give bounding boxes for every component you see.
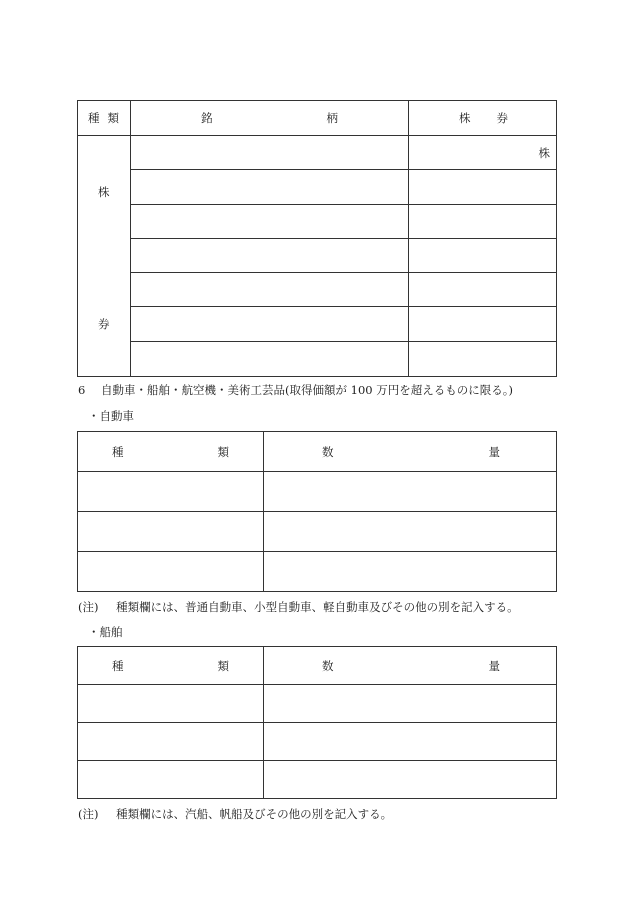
cars-subtitle: ・自動車	[88, 409, 134, 423]
cars-note-text: 種類欄には、普通自動車、小型自動車、軽自動車及びその他の別を記入する。	[116, 600, 519, 614]
car-quantity-cell[interactable]	[264, 552, 557, 592]
cars-header-row	[78, 432, 557, 472]
stock-name-cell[interactable]	[131, 170, 409, 204]
car-type-cell[interactable]	[78, 512, 264, 552]
cars-table	[77, 431, 557, 592]
stock-shares-cell[interactable]	[409, 273, 557, 307]
stock-name-cell[interactable]	[131, 238, 409, 272]
table-row	[78, 472, 557, 512]
stock-name-cell[interactable]	[131, 136, 409, 170]
car-quantity-cell[interactable]	[264, 472, 557, 512]
stock-shares-cell[interactable]	[409, 238, 557, 272]
ship-quantity-cell[interactable]	[264, 685, 557, 723]
stocks-header-row	[78, 101, 557, 136]
stocks-type-cell	[78, 136, 131, 377]
stock-shares-cell[interactable]	[409, 341, 557, 376]
cars-header-quantity: 数 量	[264, 432, 557, 472]
table-row	[78, 685, 557, 723]
ships-note	[78, 806, 392, 822]
stock-name-cell[interactable]	[131, 204, 409, 238]
ship-type-cell[interactable]	[78, 685, 264, 723]
ships-header-quantity: 数 量	[264, 647, 557, 685]
ship-quantity-cell[interactable]	[264, 723, 557, 761]
ships-table	[77, 646, 557, 799]
ship-type-cell[interactable]	[78, 761, 264, 799]
stocks-type-label-bottom: 券	[98, 317, 110, 331]
ships-note-text: 種類欄には、汽船、帆船及びその他の別を記入する。	[116, 807, 393, 821]
table-row	[78, 307, 557, 341]
table-row	[78, 761, 557, 799]
stock-shares-cell[interactable]	[409, 170, 557, 204]
table-row	[78, 273, 557, 307]
ships-header-type: 種 類	[78, 647, 264, 685]
stock-shares-unit: 株	[538, 145, 550, 160]
ships-subtitle: ・船舶	[88, 625, 123, 639]
table-row	[78, 238, 557, 272]
cars-note	[78, 599, 519, 615]
cars-header-type: 種 類	[78, 432, 264, 472]
car-quantity-cell[interactable]	[264, 512, 557, 552]
ships-header-row	[78, 647, 557, 685]
ship-type-cell[interactable]	[78, 723, 264, 761]
stock-name-cell[interactable]	[131, 341, 409, 376]
table-row	[78, 136, 557, 170]
table-row	[78, 341, 557, 376]
table-row	[78, 723, 557, 761]
table-row	[78, 170, 557, 204]
stock-shares-cell[interactable]	[409, 136, 557, 170]
table-row	[78, 512, 557, 552]
stocks-table	[77, 100, 557, 377]
ships-note-label: (注)	[78, 807, 99, 821]
car-type-cell[interactable]	[78, 472, 264, 512]
stock-name-cell[interactable]	[131, 307, 409, 341]
stocks-type-label-top: 株	[98, 185, 110, 199]
stocks-header-type: 種 類	[78, 101, 131, 136]
stocks-header-name: 銘 柄	[131, 101, 409, 136]
ship-quantity-cell[interactable]	[264, 761, 557, 799]
car-type-cell[interactable]	[78, 552, 264, 592]
stocks-header-shares: 株 券	[409, 101, 557, 136]
section6-title: 自動車・船舶・航空機・美術工芸品(取得価額が 100 万円を超えるものに限る。)	[100, 383, 513, 397]
section6-heading	[78, 382, 513, 398]
stock-name-cell[interactable]	[131, 273, 409, 307]
stock-shares-cell[interactable]	[409, 204, 557, 238]
table-row	[78, 552, 557, 592]
stock-shares-cell[interactable]	[409, 307, 557, 341]
cars-note-label: (注)	[78, 600, 99, 614]
table-row	[78, 204, 557, 238]
section6-number: 6	[78, 383, 86, 397]
